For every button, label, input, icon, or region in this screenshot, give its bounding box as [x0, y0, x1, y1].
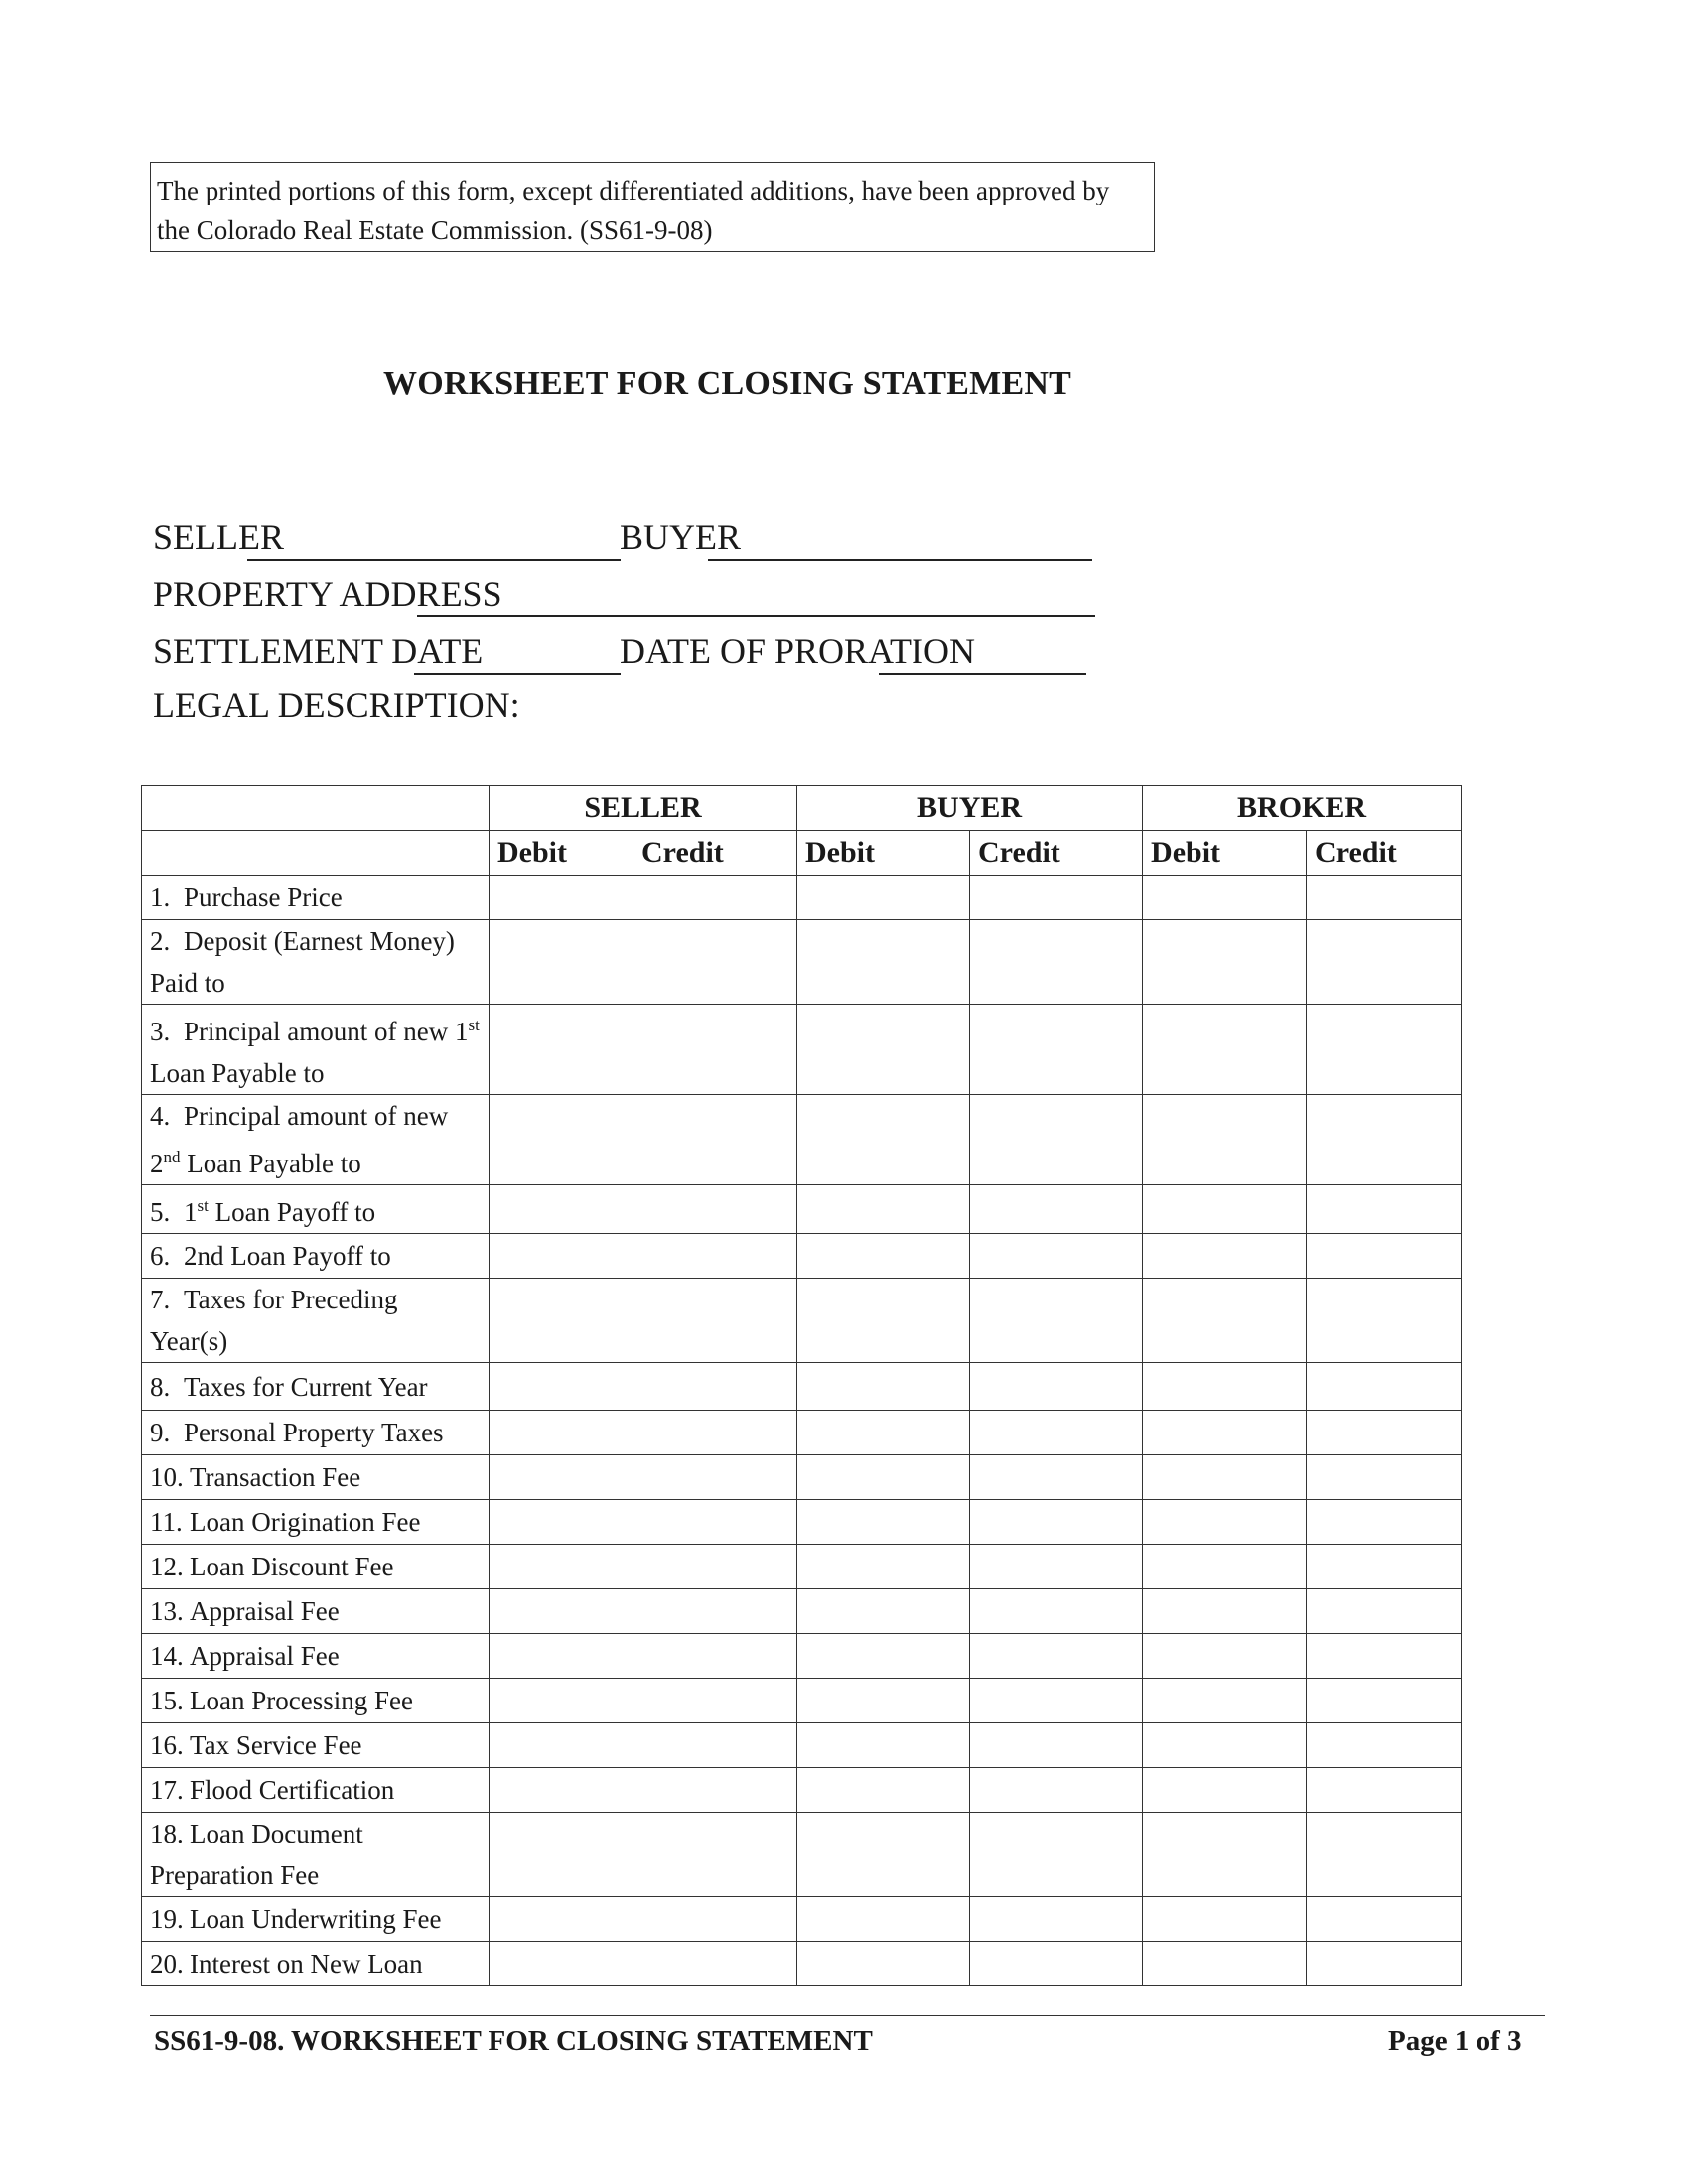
buyer-credit-cell[interactable] [970, 1589, 1143, 1634]
table-row [142, 1768, 1462, 1813]
broker-debit-cell[interactable] [1143, 1768, 1307, 1813]
line-item-text: Appraisal Fee [190, 1641, 340, 1671]
broker-credit-cell[interactable] [1307, 1545, 1462, 1589]
broker-credit-cell[interactable] [1307, 1455, 1462, 1500]
line-item-number: 6. [150, 1241, 171, 1271]
line-item-number: 5. [150, 1197, 171, 1227]
table-row [142, 1813, 1462, 1897]
line-item-number: 18. [150, 1819, 184, 1848]
line-item-number: 10. [150, 1462, 184, 1492]
line-item-number: 15. [150, 1686, 184, 1715]
buyer-credit-cell[interactable] [970, 1545, 1143, 1589]
blank-header-cell [142, 786, 490, 831]
seller-credit-cell[interactable] [633, 1455, 797, 1500]
buyer-debit-cell[interactable] [797, 1897, 970, 1942]
buyer-credit-cell[interactable] [970, 1897, 1143, 1942]
seller-field[interactable] [247, 559, 621, 561]
line-item-text: Taxes for Current Year [184, 1371, 428, 1402]
seller-debit-cell[interactable] [490, 1589, 633, 1634]
broker-credit-cell[interactable] [1307, 920, 1462, 1005]
broker-debit-cell[interactable] [1143, 1185, 1307, 1234]
property-address-field[interactable] [417, 615, 1095, 617]
broker-debit-cell[interactable] [1143, 1813, 1307, 1897]
table-row [142, 1634, 1462, 1679]
broker-credit-cell[interactable] [1307, 1723, 1462, 1768]
ordinal-suffix: nd [163, 1148, 181, 1166]
seller-credit-cell[interactable] [633, 1813, 797, 1897]
seller-credit-cell[interactable] [633, 1897, 797, 1942]
buyer-credit-cell[interactable] [970, 1723, 1143, 1768]
buyer-credit-cell[interactable] [970, 1500, 1143, 1545]
seller-debit-cell[interactable] [490, 1279, 633, 1363]
broker-debit-cell[interactable] [1143, 1500, 1307, 1545]
legal-description-label: LEGAL DESCRIPTION: [153, 685, 520, 725]
line-item-text: Principal amount of new 2 [150, 1101, 449, 1178]
line-item-label [142, 1363, 490, 1411]
line-item-text: Deposit (Earnest Money) Paid to [150, 926, 455, 998]
broker-debit-cell[interactable] [1143, 1411, 1307, 1455]
seller-debit-cell[interactable] [490, 1813, 633, 1897]
footer-divider [150, 2015, 1545, 2016]
line-item-label [142, 1813, 490, 1897]
buyer-debit-cell[interactable] [797, 1500, 970, 1545]
buyer-debit-cell[interactable] [797, 1768, 970, 1813]
line-item-label [142, 1411, 490, 1455]
table-row [142, 1363, 1462, 1411]
broker-credit-cell[interactable] [1307, 1279, 1462, 1363]
buyer-debit-cell[interactable] [797, 1185, 970, 1234]
seller-debit-cell[interactable] [490, 1679, 633, 1723]
line-item-label [142, 920, 490, 1005]
line-item-label [142, 1545, 490, 1589]
buyer-credit-cell[interactable] [970, 1679, 1143, 1723]
buyer-debit-cell[interactable] [797, 1634, 970, 1679]
seller-credit-cell[interactable] [633, 1768, 797, 1813]
table-row [142, 1545, 1462, 1589]
line-item-label [142, 1279, 490, 1363]
broker-credit-header: Credit [1307, 831, 1462, 876]
line-item-text: Principal amount of new 1 [184, 1017, 469, 1046]
line-item-text: 2nd Loan Payoff to [184, 1241, 391, 1271]
line-item-text: 1 [184, 1197, 198, 1227]
line-item-label [142, 1723, 490, 1768]
broker-credit-cell[interactable] [1307, 1634, 1462, 1679]
table-row [142, 1005, 1462, 1095]
seller-debit-cell[interactable] [490, 1005, 633, 1095]
table-row [142, 1095, 1462, 1185]
line-item-label [142, 1589, 490, 1634]
table-row [142, 1723, 1462, 1768]
broker-debit-cell[interactable] [1143, 1634, 1307, 1679]
table-row [142, 1411, 1462, 1455]
broker-group-header: BROKER [1143, 786, 1462, 831]
buyer-debit-cell[interactable] [797, 876, 970, 920]
line-item-text-cont: Loan Payoff to [208, 1197, 376, 1227]
line-item-number: 7. [150, 1285, 171, 1314]
buyer-label: BUYER [620, 517, 742, 557]
buyer-debit-cell[interactable] [797, 1942, 970, 1986]
broker-debit-cell[interactable] [1143, 876, 1307, 920]
seller-credit-cell[interactable] [633, 1500, 797, 1545]
line-item-number: 17. [150, 1775, 184, 1805]
seller-credit-cell[interactable] [633, 1723, 797, 1768]
buyer-credit-cell[interactable] [970, 1279, 1143, 1363]
seller-debit-header: Debit [490, 831, 633, 876]
buyer-debit-cell[interactable] [797, 920, 970, 1005]
seller-debit-cell[interactable] [490, 1768, 633, 1813]
table-row [142, 1942, 1462, 1986]
table-row [142, 1455, 1462, 1500]
broker-debit-cell[interactable] [1143, 1005, 1307, 1095]
buyer-debit-cell[interactable] [797, 1545, 970, 1589]
property-address-label: PROPERTY ADDRESS [153, 574, 502, 614]
seller-debit-cell[interactable] [490, 1500, 633, 1545]
seller-debit-cell[interactable] [490, 1234, 633, 1279]
buyer-credit-cell[interactable] [970, 1813, 1143, 1897]
seller-credit-cell[interactable] [633, 920, 797, 1005]
seller-credit-cell[interactable] [633, 1679, 797, 1723]
broker-credit-cell[interactable] [1307, 1942, 1462, 1986]
seller-credit-cell[interactable] [633, 876, 797, 920]
line-item-number: 4. [150, 1101, 171, 1131]
broker-debit-cell[interactable] [1143, 1234, 1307, 1279]
seller-debit-cell[interactable] [490, 1897, 633, 1942]
buyer-credit-cell[interactable] [970, 920, 1143, 1005]
line-item-text: Taxes for Preceding Year(s) [150, 1285, 398, 1356]
table-row [142, 1679, 1462, 1723]
buyer-credit-cell[interactable] [970, 1185, 1143, 1234]
broker-credit-cell[interactable] [1307, 1005, 1462, 1095]
buyer-credit-cell[interactable] [970, 876, 1143, 920]
broker-credit-cell[interactable] [1307, 1363, 1462, 1411]
buyer-credit-cell[interactable] [970, 1005, 1143, 1095]
seller-credit-cell[interactable] [633, 1095, 797, 1185]
ordinal-suffix: st [197, 1196, 209, 1215]
seller-debit-cell[interactable] [490, 1723, 633, 1768]
line-item-label [142, 1500, 490, 1545]
buyer-debit-cell[interactable] [797, 1279, 970, 1363]
line-item-text: Loan Processing Fee [190, 1686, 413, 1715]
broker-debit-cell[interactable] [1143, 1897, 1307, 1942]
line-item-text: Loan Discount Fee [190, 1552, 394, 1581]
line-item-text: Purchase Price [184, 883, 343, 912]
line-item-text: Loan Origination Fee [190, 1507, 421, 1537]
footer-page-number: Page 1 of 3 [1388, 2025, 1522, 2057]
line-item-label [142, 1679, 490, 1723]
seller-debit-cell[interactable] [490, 1095, 633, 1185]
broker-credit-cell[interactable] [1307, 1095, 1462, 1185]
seller-debit-cell[interactable] [490, 920, 633, 1005]
buyer-debit-cell[interactable] [797, 1234, 970, 1279]
table-row [142, 1500, 1462, 1545]
seller-debit-cell[interactable] [490, 1634, 633, 1679]
buyer-credit-header: Credit [970, 831, 1143, 876]
line-item-text: Interest on New Loan [190, 1949, 423, 1979]
seller-credit-cell[interactable] [633, 1363, 797, 1411]
broker-credit-cell[interactable] [1307, 1679, 1462, 1723]
line-item-text: Tax Service Fee [190, 1730, 362, 1760]
seller-credit-cell[interactable] [633, 1234, 797, 1279]
seller-debit-cell[interactable] [490, 1363, 633, 1411]
date-of-proration-field[interactable] [879, 673, 1086, 675]
line-item-number: 13. [150, 1596, 184, 1626]
buyer-credit-cell[interactable] [970, 1455, 1143, 1500]
broker-debit-cell[interactable] [1143, 1363, 1307, 1411]
table-row [142, 876, 1462, 920]
line-item-text: Loan Underwriting Fee [190, 1904, 442, 1934]
seller-credit-cell[interactable] [633, 1279, 797, 1363]
broker-debit-cell[interactable] [1143, 1095, 1307, 1185]
buyer-debit-cell[interactable] [797, 1005, 970, 1095]
line-item-label [142, 1234, 490, 1279]
closing-worksheet-table [141, 785, 1462, 1986]
broker-credit-cell[interactable] [1307, 1185, 1462, 1234]
buyer-credit-cell[interactable] [970, 1095, 1143, 1185]
buyer-credit-cell[interactable] [970, 1234, 1143, 1279]
broker-debit-cell[interactable] [1143, 1679, 1307, 1723]
settlement-date-label: SETTLEMENT DATE [153, 631, 484, 671]
line-item-number: 14. [150, 1641, 184, 1671]
seller-credit-cell[interactable] [633, 1005, 797, 1095]
broker-credit-cell[interactable] [1307, 1589, 1462, 1634]
broker-debit-cell[interactable] [1143, 1545, 1307, 1589]
line-item-number: 11. [150, 1507, 183, 1537]
table-row [142, 1234, 1462, 1279]
broker-debit-cell[interactable] [1143, 1589, 1307, 1634]
line-item-number: 20. [150, 1949, 184, 1979]
broker-credit-cell[interactable] [1307, 1411, 1462, 1455]
group-header-row [142, 786, 1462, 831]
buyer-credit-cell[interactable] [970, 1942, 1143, 1986]
table-row [142, 1185, 1462, 1234]
buyer-debit-cell[interactable] [797, 1813, 970, 1897]
broker-debit-header: Debit [1143, 831, 1307, 876]
line-item-label [142, 876, 490, 920]
buyer-debit-cell[interactable] [797, 1679, 970, 1723]
buyer-debit-cell[interactable] [797, 1363, 970, 1411]
broker-credit-cell[interactable] [1307, 1234, 1462, 1279]
seller-group-header: SELLER [490, 786, 797, 831]
buyer-debit-cell[interactable] [797, 1589, 970, 1634]
broker-debit-cell[interactable] [1143, 1279, 1307, 1363]
approval-notice: The printed portions of this form, except differentiated additions, have been approved by the Colorado Real Estate Commission. (SS61-9-08) [150, 162, 1155, 252]
buyer-field[interactable] [708, 559, 1092, 561]
broker-debit-cell[interactable] [1143, 1723, 1307, 1768]
seller-credit-cell[interactable] [633, 1185, 797, 1234]
buyer-group-header: BUYER [797, 786, 1143, 831]
broker-credit-cell[interactable] [1307, 876, 1462, 920]
table-row [142, 1589, 1462, 1634]
seller-label: SELLER [153, 517, 284, 557]
buyer-debit-cell[interactable] [797, 1411, 970, 1455]
buyer-credit-cell[interactable] [970, 1768, 1143, 1813]
table-row [142, 1897, 1462, 1942]
broker-credit-cell[interactable] [1307, 1500, 1462, 1545]
page-title: WORKSHEET FOR CLOSING STATEMENT [383, 365, 1071, 402]
line-item-label [142, 1897, 490, 1942]
line-item-number: 2. [150, 926, 171, 956]
broker-debit-cell[interactable] [1143, 920, 1307, 1005]
line-item-text: Flood Certification [190, 1775, 395, 1805]
buyer-credit-cell[interactable] [970, 1411, 1143, 1455]
line-item-label [142, 1942, 490, 1986]
seller-debit-cell[interactable] [490, 1942, 633, 1986]
table-row [142, 1279, 1462, 1363]
seller-debit-cell[interactable] [490, 1411, 633, 1455]
seller-debit-cell[interactable] [490, 1185, 633, 1234]
line-item-number: 9. [150, 1418, 171, 1447]
seller-credit-cell[interactable] [633, 1589, 797, 1634]
buyer-debit-header: Debit [797, 831, 970, 876]
line-item-number: 19. [150, 1904, 184, 1934]
line-item-label [142, 1185, 490, 1234]
settlement-date-field[interactable] [414, 673, 621, 675]
line-item-number: 1. [150, 883, 171, 912]
seller-credit-cell[interactable] [633, 1411, 797, 1455]
line-item-number: 12. [150, 1552, 184, 1581]
seller-credit-cell[interactable] [633, 1634, 797, 1679]
line-item-text-cont: Loan Payable to [180, 1149, 361, 1178]
footer-form-id: SS61-9-08. WORKSHEET FOR CLOSING STATEMENT [154, 2025, 873, 2057]
seller-debit-cell[interactable] [490, 1455, 633, 1500]
seller-debit-cell[interactable] [490, 1545, 633, 1589]
seller-credit-cell[interactable] [633, 1545, 797, 1589]
column-header-row [142, 831, 1462, 876]
line-item-label [142, 1095, 490, 1185]
line-item-text-cont: Loan Payable to [150, 1058, 325, 1088]
line-item-number: 3. [150, 1017, 171, 1046]
line-item-label [142, 1005, 490, 1095]
line-item-label [142, 1634, 490, 1679]
table-row [142, 920, 1462, 1005]
line-item-number: 16. [150, 1730, 184, 1760]
broker-debit-cell[interactable] [1143, 1455, 1307, 1500]
blank-header-cell [142, 831, 490, 876]
worksheet-body [142, 876, 1462, 1986]
line-item-text: Loan Document Preparation Fee [150, 1819, 363, 1890]
seller-debit-cell[interactable] [490, 876, 633, 920]
buyer-debit-cell[interactable] [797, 1455, 970, 1500]
buyer-credit-cell[interactable] [970, 1634, 1143, 1679]
broker-debit-cell[interactable] [1143, 1942, 1307, 1986]
line-item-label [142, 1768, 490, 1813]
seller-credit-cell[interactable] [633, 1942, 797, 1986]
date-of-proration-label: DATE OF PRORATION [620, 631, 976, 671]
line-item-text: Transaction Fee [190, 1462, 361, 1492]
ordinal-suffix: st [468, 1016, 480, 1034]
line-item-text: Appraisal Fee [190, 1596, 340, 1626]
line-item-number: 8. [150, 1371, 171, 1402]
broker-credit-cell[interactable] [1307, 1897, 1462, 1942]
broker-credit-cell[interactable] [1307, 1813, 1462, 1897]
line-item-text: Personal Property Taxes [184, 1418, 444, 1447]
buyer-debit-cell[interactable] [797, 1723, 970, 1768]
seller-credit-header: Credit [633, 831, 797, 876]
buyer-debit-cell[interactable] [797, 1095, 970, 1185]
line-item-label [142, 1455, 490, 1500]
broker-credit-cell[interactable] [1307, 1768, 1462, 1813]
buyer-credit-cell[interactable] [970, 1363, 1143, 1411]
